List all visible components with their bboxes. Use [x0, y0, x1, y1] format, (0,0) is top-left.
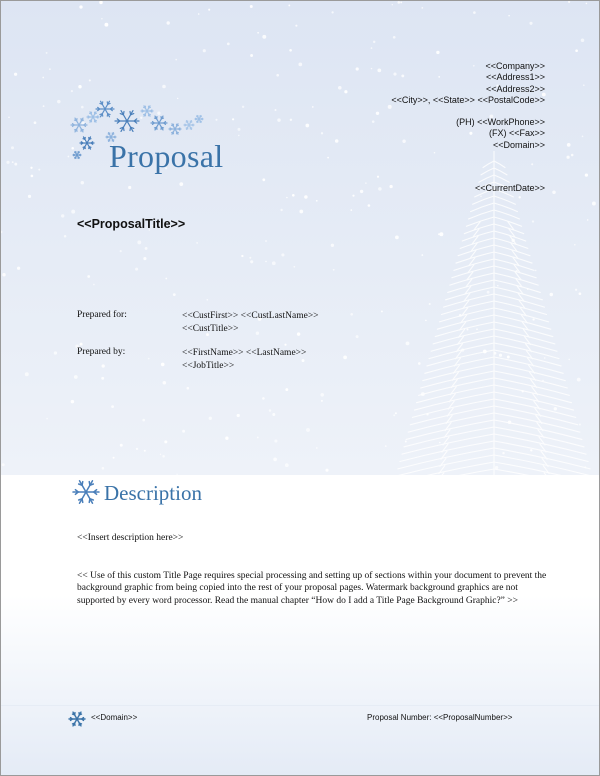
- author-name: <<FirstName>> <<LastName>>: [182, 348, 307, 358]
- city-state-zip-line: <<City>>, <<State>> <<PostalCode>>: [391, 94, 545, 105]
- author-title: <<JobTitle>>: [182, 360, 235, 371]
- prepared-by-value: [182, 347, 306, 372]
- fax-line: (FX) <<Fax>>: [488, 128, 545, 139]
- address2-line: <<Address2>>: [485, 83, 545, 94]
- contact-block: [456, 117, 545, 151]
- prepared-for-value: [182, 310, 319, 335]
- address-block: [391, 61, 545, 106]
- current-date: <<CurrentDate>>: [474, 183, 545, 193]
- company-line: <<Company>>: [485, 61, 545, 71]
- prepared-for-label: Prepared for:: [77, 310, 127, 320]
- footer-domain: <<Domain>>: [91, 713, 138, 722]
- proposal-title: <<ProposalTitle>>: [77, 217, 186, 231]
- snowflake-icon: [67, 709, 87, 729]
- customer-title: <<CustTitle>>: [182, 323, 239, 334]
- phone-line: (PH) <<WorkPhone>>: [456, 117, 545, 127]
- footer-proposal-number: Proposal Number: <<ProposalNumber>>: [367, 713, 513, 722]
- domain-line: <<Domain>>: [492, 139, 545, 150]
- date-line: [475, 183, 545, 194]
- winter-tree-illustration: [389, 151, 599, 475]
- prepared-by-label: Prepared by:: [77, 347, 126, 357]
- description-heading: Description: [104, 481, 202, 505]
- description-placeholder: <<Insert description here>>: [77, 533, 184, 543]
- snowflake-icon: [69, 475, 103, 509]
- description-note: << Use of this custom Title Page requires special processing and setting up of sections within your document to prevent the background graphic from being copied into the rest of your proposal pages. Watermark background graphics are not supported by every word processor. Read the manual chapter “How do I add a Title Page Background Graphic?” >>: [77, 571, 547, 606]
- footer-divider: [1, 705, 599, 706]
- customer-name: <<CustFirst>> <<CustLastName>>: [182, 311, 319, 321]
- proposal-heading: Proposal: [109, 138, 224, 174]
- address1-line: <<Address1>>: [485, 72, 545, 83]
- lower-background: [1, 475, 599, 775]
